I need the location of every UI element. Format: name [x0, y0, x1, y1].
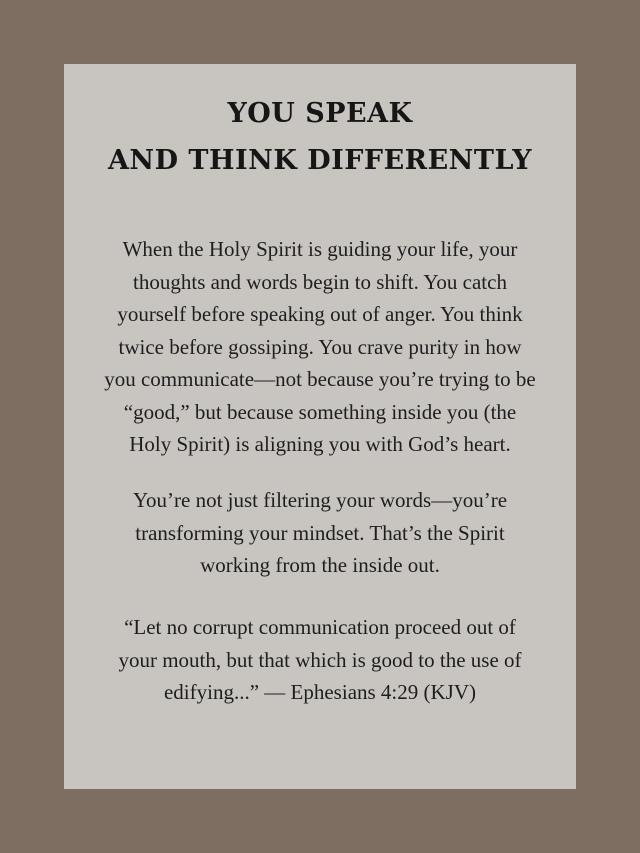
page-title — [0, 90, 640, 184]
text-line: Holy Spirit) is aligning you with God’s heart. — [129, 432, 511, 456]
text-line: edifying...” — Ephesians 4:29 (KJV) — [163, 680, 477, 704]
text-line: yourself before speaking out of anger. You think — [117, 302, 523, 326]
text-line: “Let no corrupt communication proceed out of — [124, 615, 516, 639]
text-line: working from the inside out. — [200, 553, 440, 577]
text-line: When the Holy Spirit is guiding your life, your — [122, 237, 518, 261]
text-line: your mouth, but that which is good to the use of — [118, 647, 522, 672]
paragraph-holy-spirit-guidance — [64, 233, 576, 461]
scripture-quote — [64, 611, 576, 709]
title-line-1: YOU SPEAK — [227, 98, 413, 129]
text-line: transforming your mindset. That’s the Spirit — [135, 520, 505, 545]
text-line: twice before gossiping. You crave purity in how — [118, 334, 522, 359]
text-line: you communicate—not because you’re trying to be — [104, 367, 536, 391]
text-line: You’re not just filtering your words—you’re — [132, 488, 508, 512]
paragraph-mindset — [64, 484, 576, 582]
text-line: thoughts and words begin to shift. You catch — [133, 269, 507, 294]
title-line-2: AND THINK DIFFERENTLY — [107, 145, 532, 176]
text-line: “good,” but because something inside you (the — [123, 399, 517, 424]
